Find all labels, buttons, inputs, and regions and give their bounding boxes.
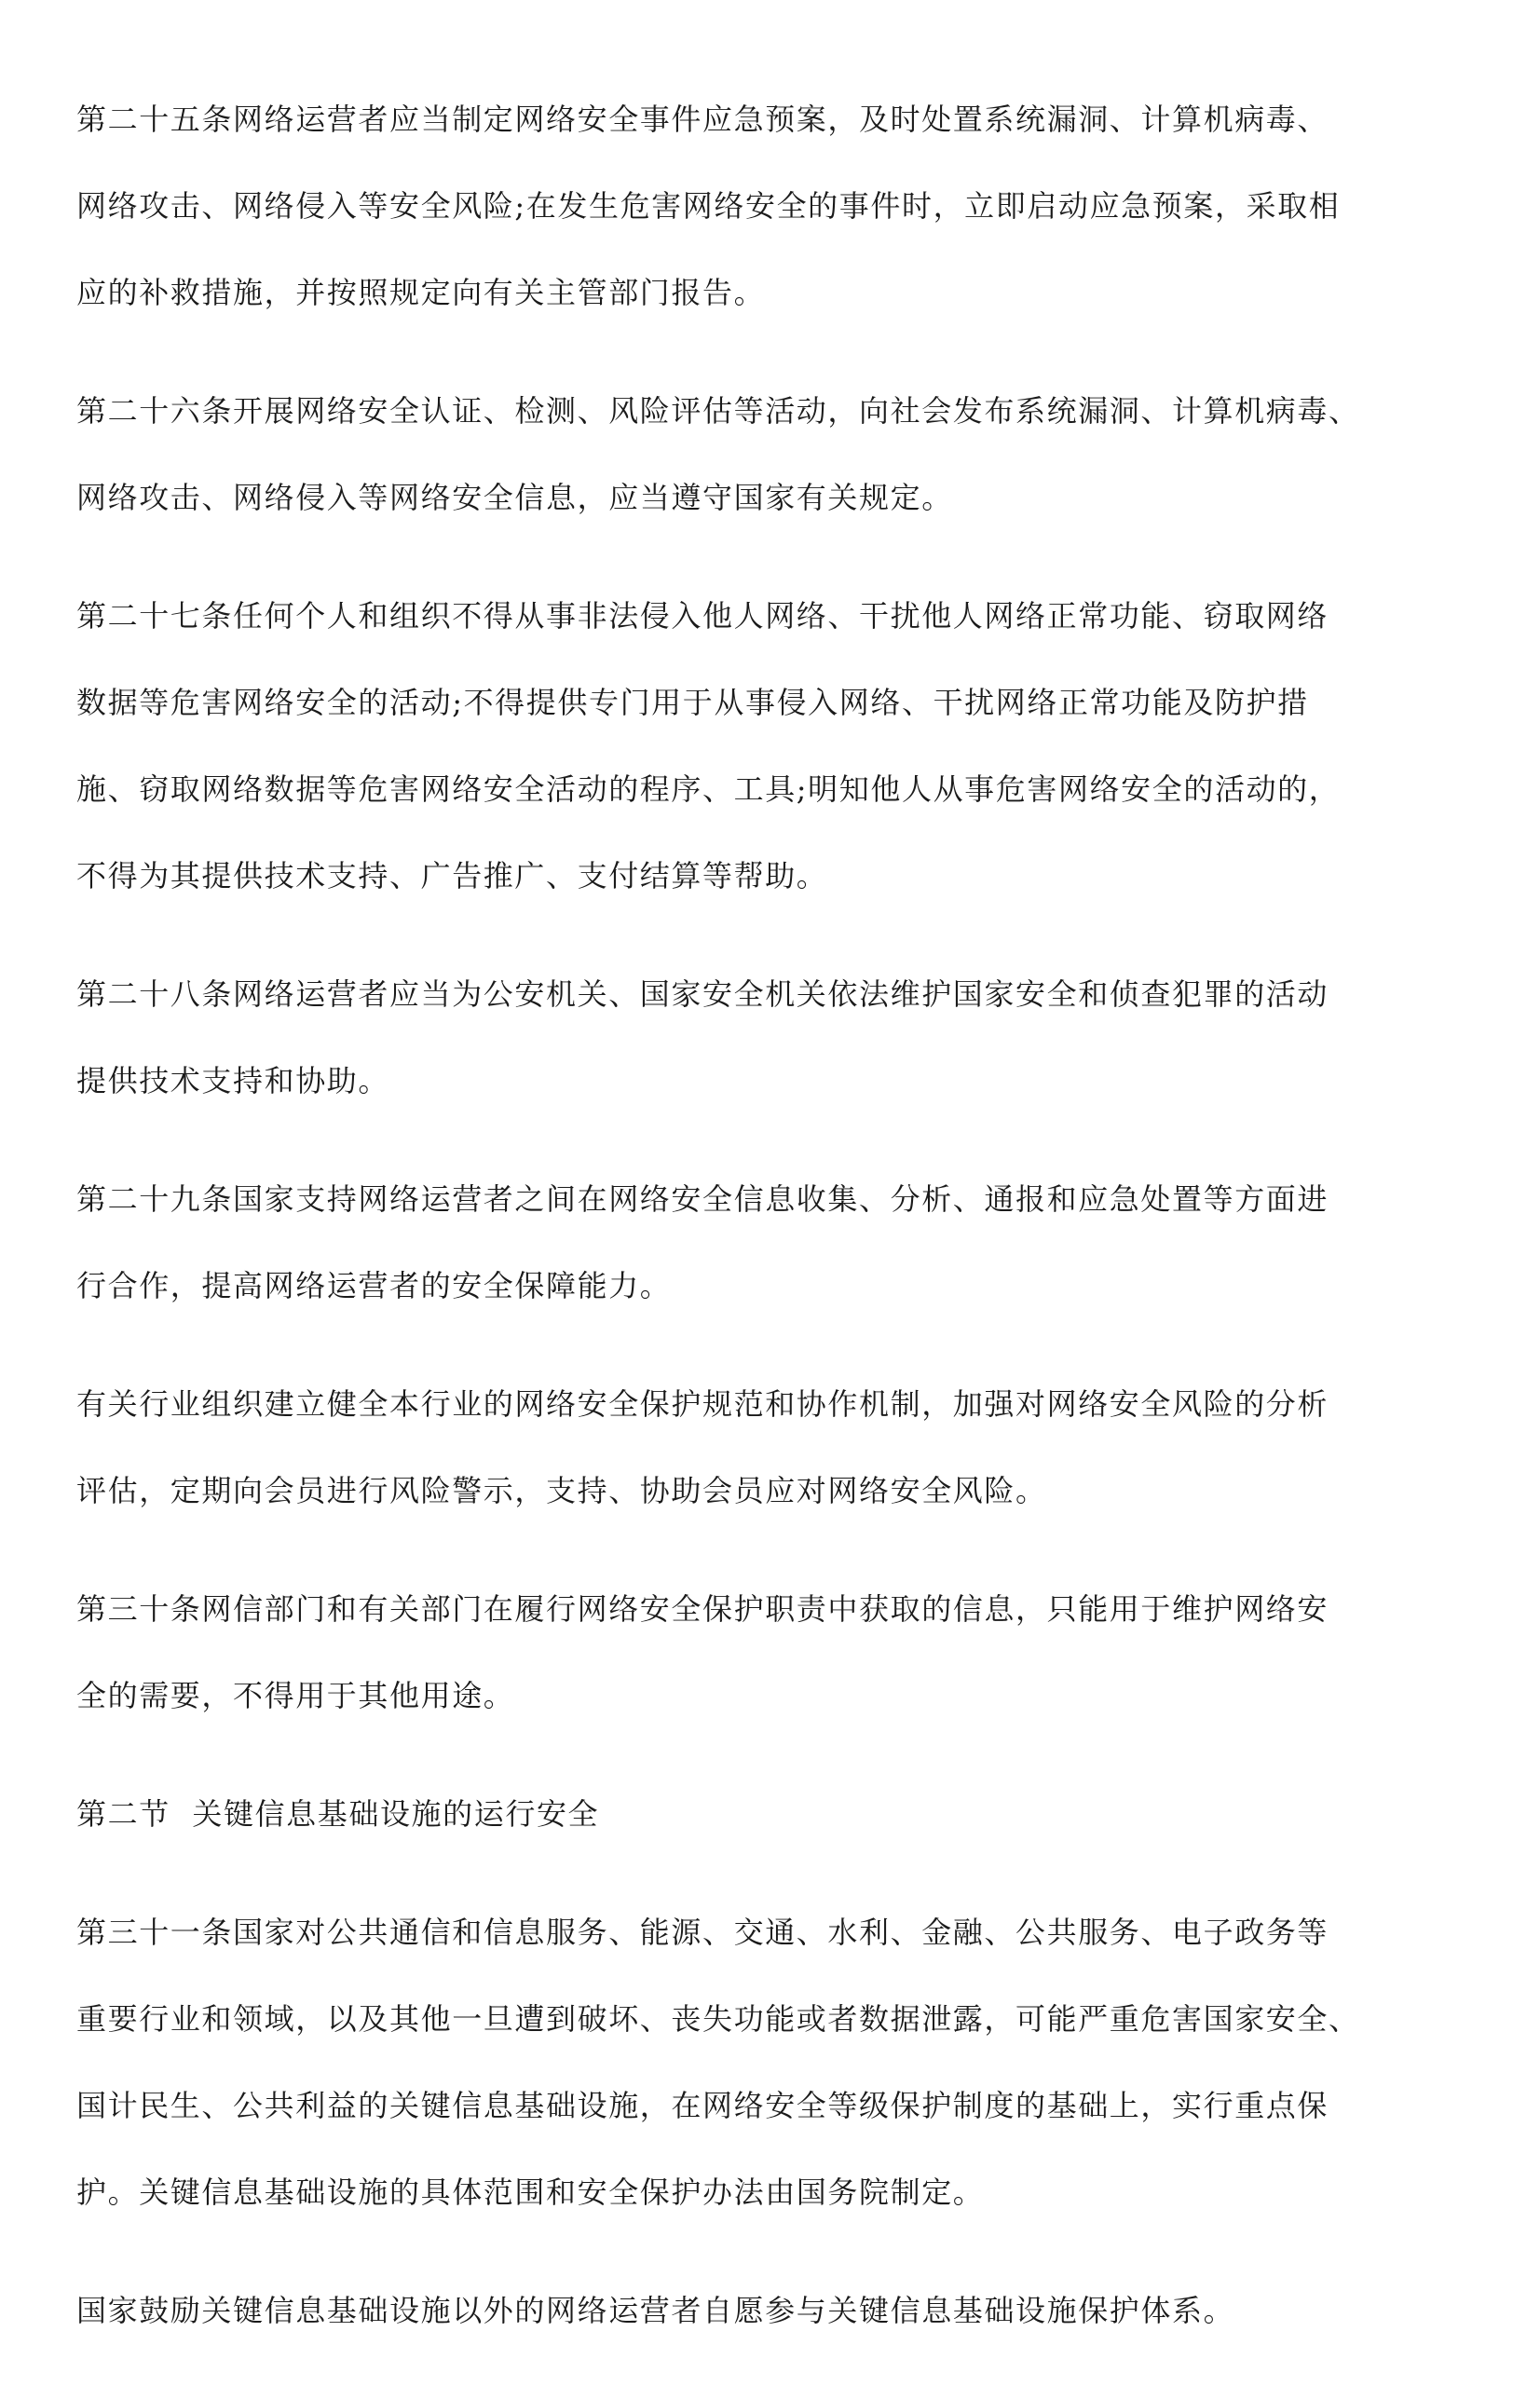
paragraph-article-30 <box>76 1566 1474 1739</box>
text-line: 提供技术支持和协助。 <box>76 1063 390 1098</box>
text-line: 第二十五条网络运营者应当制定网络安全事件应急预案，及时处置系统漏洞、计算机病毒、 <box>76 102 1329 137</box>
paragraph-article-26 <box>76 368 1474 541</box>
paragraph-article-25 <box>76 76 1474 336</box>
text-line: 重要行业和领域，以及其他一旦遭到破坏、丧失功能或者数据泄露，可能严重危害国家安全、 <box>76 2001 1360 2037</box>
text-line: 第二十六条开展网络安全认证、检测、风险评估等活动，向社会发布系统漏洞、计算机病毒、 <box>76 393 1360 429</box>
text-line: 全的需要，不得用于其他用途。 <box>76 1678 515 1713</box>
paragraph-state-encourages <box>76 2268 1474 2354</box>
text-line: 行合作，提高网络运营者的安全保障能力。 <box>76 1268 672 1303</box>
paragraph-article-29 <box>76 1156 1474 1329</box>
text-line: 应的补救措施，并按照规定向有关主管部门报告。 <box>76 275 766 310</box>
text-line: 国计民生、公共利益的关键信息基础设施，在网络安全等级保护制度的基础上，实行重点保 <box>76 2088 1329 2123</box>
text-line: 不得为其提供技术支持、广告推广、支付结算等帮助。 <box>76 858 828 893</box>
text-line: 评估，定期向会员进行风险警示，支持、协助会员应对网络安全风险。 <box>76 1473 1047 1508</box>
text-line: 有关行业组织建立健全本行业的网络安全保护规范和协作机制，加强对网络安全风险的分析 <box>76 1386 1329 1422</box>
paragraph-industry-organizations <box>76 1361 1474 1534</box>
text-line: 网络攻击、网络侵入等网络安全信息，应当遵守国家有关规定。 <box>76 480 953 515</box>
text-line: 第二十七条任何个人和组织不得从事非法侵入他人网络、干扰他人网络正常功能、窃取网络 <box>76 598 1329 634</box>
section-heading: 第二节 关键信息基础设施的运行安全 <box>76 1796 600 1832</box>
paragraph-article-27 <box>76 573 1474 920</box>
text-line: 数据等危害网络安全的活动;不得提供专门用于从事侵入网络、干扰网络正常功能及防护措 <box>76 685 1309 720</box>
text-line: 施、窃取网络数据等危害网络安全活动的程序、工具;明知他人从事危害网络安全的活动的， <box>76 771 1341 807</box>
text-line: 护。关键信息基础设施的具体范围和安全保护办法由国务院制定。 <box>76 2175 985 2210</box>
text-line: 网络攻击、网络侵入等安全风险;在发生危害网络安全的事件时，立即启动应急预案，采取相 <box>76 188 1341 224</box>
paragraph-article-28 <box>76 951 1474 1125</box>
text-line: 第二十九条国家支持网络运营者之间在网络安全信息收集、分析、通报和应急处置等方面进 <box>76 1181 1329 1217</box>
text-line: 第三十条网信部门和有关部门在履行网络安全保护职责中获取的信息，只能用于维护网络安 <box>76 1591 1329 1627</box>
paragraph-article-31 <box>76 1889 1474 2236</box>
document-page <box>76 76 1474 2386</box>
text-line: 第二十八条网络运营者应当为公安机关、国家安全机关依法维护国家安全和侦查犯罪的活动 <box>76 976 1329 1012</box>
text-line: 国家鼓励关键信息基础设施以外的网络运营者自愿参与关键信息基础设施保护体系。 <box>76 2293 1235 2328</box>
text-line: 第三十一条国家对公共通信和信息服务、能源、交通、水利、金融、公共服务、电子政务等 <box>76 1915 1329 1950</box>
